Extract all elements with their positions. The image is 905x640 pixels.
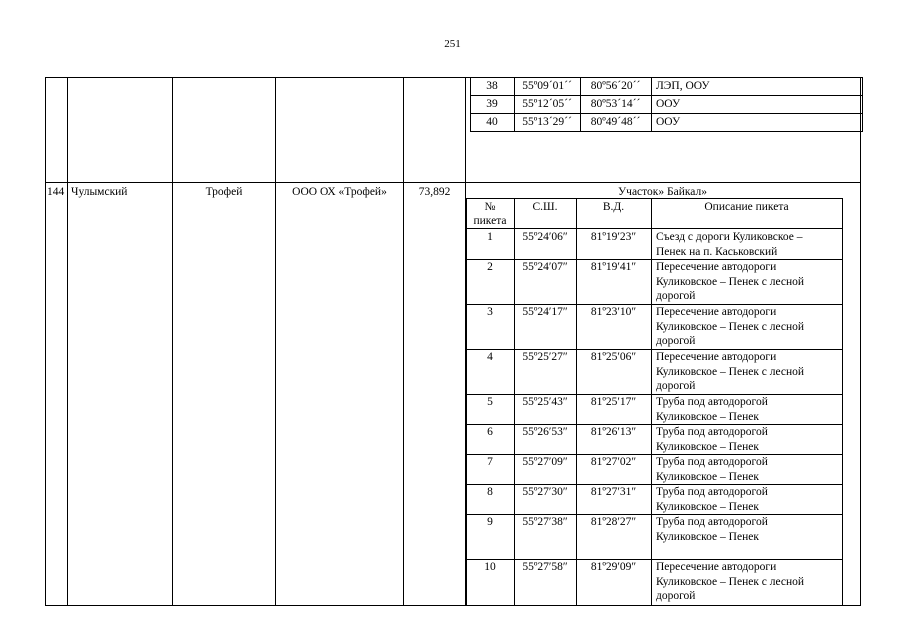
col-divider-3 (275, 77, 276, 606)
row-desc-line: дорогой (656, 380, 696, 392)
page-number: 251 (444, 38, 461, 50)
header-num: № (484, 201, 496, 213)
row-desc (656, 260, 804, 304)
row-desc-line: дорогой (656, 590, 696, 602)
row-desc-line: Куликовское – Пенек (656, 470, 759, 483)
header-num-label: пикета (473, 215, 507, 227)
row-num: 1 (487, 231, 493, 243)
entry-district: Чулымский (71, 186, 128, 198)
row-desc-line: Куликовское – Пенек (656, 440, 759, 453)
row-desc-line: Труба под автодорогой (656, 486, 768, 498)
row-num: 7 (487, 456, 493, 468)
row-lon: 81º28′27″ (590, 516, 637, 528)
header-desc: Описание пикета (704, 201, 789, 213)
col-divider-1 (67, 77, 68, 606)
table-top-border (466, 198, 843, 199)
row-desc (656, 515, 768, 544)
section-title: Участок» Байкал» (618, 186, 707, 198)
prev-row-lat: 55º12´05´´ (522, 98, 572, 110)
outer-bottom-border (45, 605, 861, 606)
row-num: 4 (487, 351, 493, 363)
prev-row-lat: 55º09´01´´ (522, 80, 572, 92)
row-lat: 55º24′07″ (522, 261, 568, 273)
row-lat: 55º27′58″ (522, 561, 568, 573)
row-num: 2 (487, 261, 493, 273)
row-desc (656, 230, 803, 259)
row-lon: 81º26′13″ (590, 426, 637, 438)
row-desc (656, 305, 804, 349)
row-desc-line: Труба под автодорогой (656, 426, 768, 438)
row-lat: 55º26′53″ (522, 426, 568, 438)
row-desc (656, 425, 768, 454)
row-desc-line: Труба под автодорогой (656, 456, 768, 468)
row-num: 9 (487, 516, 493, 528)
prev-table-line (470, 77, 863, 78)
row-lon: 81º25′17″ (590, 396, 637, 408)
prev-table-line (470, 131, 863, 132)
row-lat: 55º24′06″ (522, 231, 568, 243)
prev-row-desc: ООУ (656, 98, 681, 110)
row-lat: 55º25′43″ (522, 396, 568, 408)
row-desc (656, 455, 768, 484)
row-lon: 81º27′02″ (590, 456, 637, 468)
prev-row-desc: ООУ (656, 116, 681, 128)
row-desc-line: Съезд с дороги Куликовское – (656, 231, 803, 243)
row-desc (656, 350, 804, 394)
prev-table-line (470, 113, 863, 114)
row-lon: 81º23′10″ (590, 306, 637, 318)
prev-table-line (651, 77, 652, 132)
row-desc-line: Пересечение автодороги (656, 561, 777, 573)
prev-row-desc: ЛЭП, ООУ (656, 80, 710, 92)
col-divider-4 (403, 77, 404, 606)
row-num: 3 (487, 306, 493, 318)
prev-row-lat: 55º13´29´´ (522, 116, 572, 128)
row-desc-line: дорогой (656, 290, 696, 302)
row-lat: 55º24′17″ (522, 306, 568, 318)
row-lat: 55º25′27″ (522, 351, 568, 363)
row-desc-line: Куликовское – Пенек (656, 530, 759, 543)
prev-row-lon: 80º49´48´´ (590, 116, 641, 128)
row-lon: 81º27′31″ (590, 486, 637, 498)
row-desc-line: Труба под автодорогой (656, 516, 768, 528)
row-desc-line: Куликовское – Пенек с лесной (656, 365, 805, 378)
row-desc (656, 485, 768, 514)
row-desc-line: Куликовское – Пенек с лесной (656, 320, 805, 333)
row-desc (656, 560, 804, 604)
row-desc-line: Пересечение автодороги (656, 351, 777, 363)
row-lon: 81º19′23″ (590, 231, 637, 243)
prev-row-lon: 80º56´20´´ (590, 80, 641, 92)
col-divider-2 (172, 77, 173, 606)
row-num: 6 (487, 426, 493, 438)
row-lon: 81º19′41″ (590, 261, 637, 273)
prev-table-line (470, 95, 863, 96)
prev-table-line (862, 77, 863, 132)
prev-row-num: 38 (486, 80, 498, 92)
row-desc-line: Куликовское – Пенек с лесной (656, 575, 805, 588)
row-num: 5 (487, 396, 493, 408)
row-num: 8 (487, 486, 493, 498)
row-desc-line: дорогой (656, 335, 696, 347)
row-desc-line: Куликовское – Пенек с лесной (656, 275, 805, 288)
outer-row-divider (45, 182, 861, 183)
row-desc-line: Куликовское – Пенек (656, 410, 759, 423)
header-lon: В.Д. (602, 201, 625, 213)
row-lat: 55º27′30″ (522, 486, 568, 498)
prev-row-num: 40 (486, 116, 498, 128)
row-lon: 81º25′06″ (590, 351, 637, 363)
prev-row-num: 39 (486, 98, 498, 110)
row-desc-line: Пенек на п. Каськовский (656, 245, 778, 258)
row-desc-line: Куликовское – Пенек (656, 500, 759, 513)
entry-organization: ООО ОХ «Трофей» (292, 186, 387, 198)
row-lat: 55º27′09″ (522, 456, 568, 468)
entry-name: Трофей (205, 186, 243, 198)
header-bottom-border (466, 228, 843, 229)
row-desc-line: Труба под автодорогой (656, 396, 768, 408)
row-desc-line: Пересечение автодороги (656, 261, 777, 273)
outer-right-border (860, 77, 861, 606)
row-num: 10 (484, 561, 496, 573)
prev-row-lon: 80º53´14´´ (590, 98, 641, 110)
row-lon: 81º29′09″ (590, 561, 637, 573)
entry-number: 144 (47, 186, 65, 198)
outer-left-border (45, 77, 46, 606)
entry-area: 73,892 (418, 186, 451, 198)
row-desc-line: Пересечение автодороги (656, 306, 777, 318)
row-lat: 55º27′38″ (522, 516, 568, 528)
row-desc (656, 395, 768, 424)
header-lat: С.Ш. (532, 201, 558, 213)
